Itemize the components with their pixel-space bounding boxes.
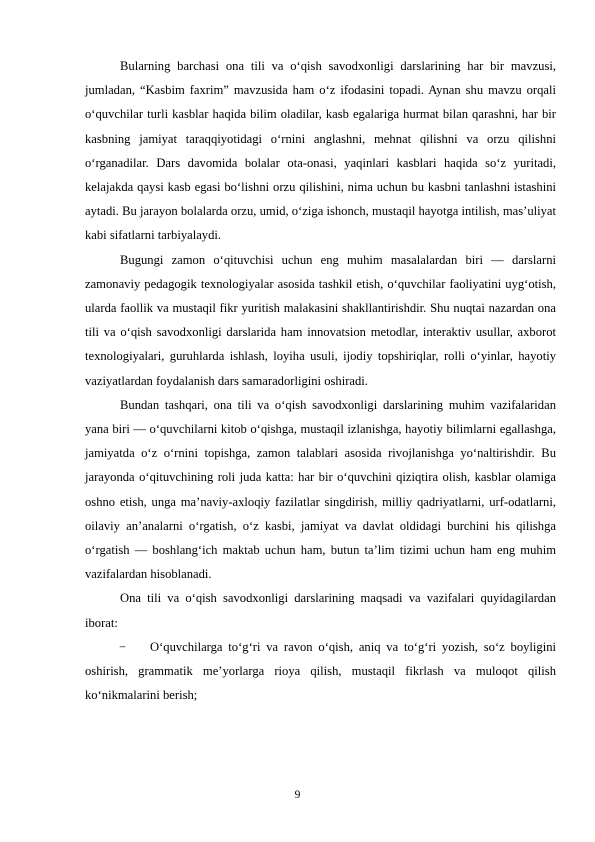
list-dash-marker: − [119,639,127,654]
paragraph-goals-intro: Ona tili va o‘qish savodxonligi darslarining maqsadi va vazifalari quyidagilardan iborat: [85,591,556,630]
page-number: 9 [294,789,301,801]
page-body [85,54,556,707]
list-item-text: O‘quvchilarga to‘g‘ri va ravon o‘qish, aniq va to‘g‘ri yozish, so‘z boyligini oshirish, grammatik me’yorlarga rioya qilish, mustaqil fikrlash va muloqot qilish ko‘nikmalarini berish; [85,639,556,703]
paragraph-kasbim-faxrim: Bularning barchasi ona tili va o‘qish savodxonligi darslarining har bir mavzusi, jumladan, “Kasbim faxrim” mavzusida ham o‘z ifodasini topadi. Aynan shu mavzu orqali o‘quvchilar turli kasblar haqida bilim oladilar, kasb egalariga hurmat bilan qarashni, har bir kasbning jamiyat taraqqiyotidagi o‘rnini anglashni, mehnat qilishni va orzu qilishni o‘rganadilar. Dars davomida bolalar ota-onasi, yaqinlari kasblari haqida so‘z yuritadi, kelajakda qaysi kasb egasi bo‘lishni orzu qilishini, nima uchun bu kasbni tanlashni istashini aytadi. Bu jarayon bolalarda orzu, umid, o‘ziga ishonch, mustaqil hayotga intilish, mas’uliyat kabi sifatlarni tarbiyalaydi. [85,59,556,243]
list-item [85,635,556,708]
paragraph-additional-tasks: Bundan tashqari, ona tili va o‘qish savodxonligi darslarining muhim vazifalaridan yana biri — o‘quvchilarni kitob o‘qishga, mustaqil izlanishga, hayotiy bilimlarni egallashga, jamiyatda o‘z o‘rnini topishga, zamon talablari asosida rivojlanishga yo‘naltirishdir. Bu jarayonda o‘qituvchining roli juda katta: har bir o‘quvchini qiziqtira olish, kasblar olamiga oshno etish, unga ma’naviy-axloqiy fazilatlar singdirish, milliy qadriyatlarni, urf-odatlarni, oilaviy an’analarni o‘rgatish, o‘z kasbi, jamiyat va davlat oldidagi burchini his qilishga o‘rgatish — boshlang‘ich maktab uchun ham, butun ta’lim tizimi uchun ham eng muhim vazifalardan hisoblanadi. [85,397,556,582]
paragraph-modern-teacher: Bugungi zamon o‘qituvchisi uchun eng muhim masalalardan biri — darslarni zamonaviy pedagogik texnologiyalar asosida tashkil etish, o‘quvchilar faoliyatini uyg‘otish, ularda faollik va mustaqil fikr yuritish malakasini shakllantirishdir. Shu nuqtai nazardan ona tili va o‘qish savodxonligi darslarida ham innovatsion metodlar, interaktiv usullar, axborot texnologiyalari, guruhlarda ishlash, loyiha usuli, ijodiy topshiriqlar, rolli o‘yinlar, hayotiy vaziyatlardan foydalanish dars samaradorligini oshiradi. [85,252,556,388]
